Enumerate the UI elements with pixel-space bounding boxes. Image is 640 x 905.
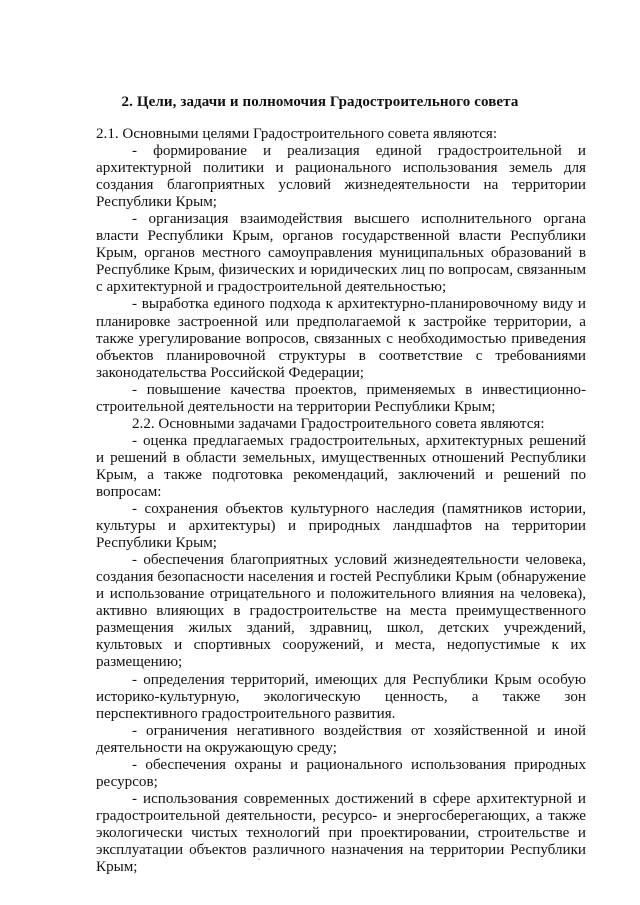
goal-item: - формирование и реализация единой градостроительной и архитектурной политики и рационального использования земель для создания благоприятных условий жизнедеятельности на территории Республики Крым; bbox=[96, 143, 586, 211]
goal-item: - повышение качества проектов, применяемых в инвестиционно-строительной деятельности на территории Республики Крым; bbox=[96, 381, 586, 415]
goals-intro-paragraph: 2.1. Основными целями Градостроительного совета являются: bbox=[96, 126, 498, 142]
task-subitem: - использования современных достижений в сфере архитектурной и градостроительной деятельности, ресурсо- и энергосберегающих, а также экологически чистых технологий при проектировании, строительстве и эксплуатации объектов различного назначения на территории Республики Крым; bbox=[96, 790, 586, 876]
task-subitem: - обеспечения охраны и рационального использования природных ресурсов; bbox=[96, 756, 586, 790]
task-subitem: - ограничения негативного воздействия от хозяйственной и иной деятельности на окружающую среду; bbox=[96, 722, 586, 756]
task-item: - оценка предлагаемых градостроительных, архитектурных решений и решений в области земельных, имущественных отношений Республики Крым, а также подготовка рекомендаций, заключений и решений по вопросам: bbox=[96, 432, 586, 500]
task-subitem: - сохранения объектов культурного наследия (памятников истории, культуры и архитектуры) и природных ландшафтов на территории Республики Крым; bbox=[96, 501, 586, 552]
goal-item: - выработка единого подхода к архитектурно-планировочному виду и планировке застроенной или предполагаемой к застройке территории, а также урегулирование вопросов, связанных с необходимостью приведения объектов планировочной структуры в соответствие с требованиями законодательства Российской Федерации; bbox=[96, 296, 586, 381]
section-title: 2. Цели, задачи и полномочия Градостроительного совета bbox=[121, 94, 519, 110]
scan-speck bbox=[258, 858, 260, 860]
task-subitem: - определения территорий, имеющих для Республики Крым особую историко-культурную, экологическую ценность, а также зон перспективного градостроительного развития. bbox=[96, 671, 586, 722]
goal-item: - организация взаимодействия высшего исполнительного органа власти Республики Крым, органов государственной власти Республики Крым, органов местного самоуправления муниципальных образований в Республике Крым, физических и юридических лиц по вопросам, связанным с архитектурной и градостроительной деятельностью; bbox=[96, 211, 586, 296]
tasks-intro-paragraph: 2.2. Основными задачами Градостроительного совета являются: bbox=[132, 415, 545, 432]
task-subitem: - обеспечения благоприятных условий жизнедеятельности человека, создания безопасности населения и гостей Республики Крым (обнаружение и использование отрицательного и положительного влияния на человека), активно влияющих в градостроительстве на места преимущественного размещения жилых зданий, здравниц, школ, детских учреждений, культовых и спортивных сооружений, и места, недопустимые к их размещению; bbox=[96, 552, 586, 671]
section-body bbox=[96, 126, 586, 876]
